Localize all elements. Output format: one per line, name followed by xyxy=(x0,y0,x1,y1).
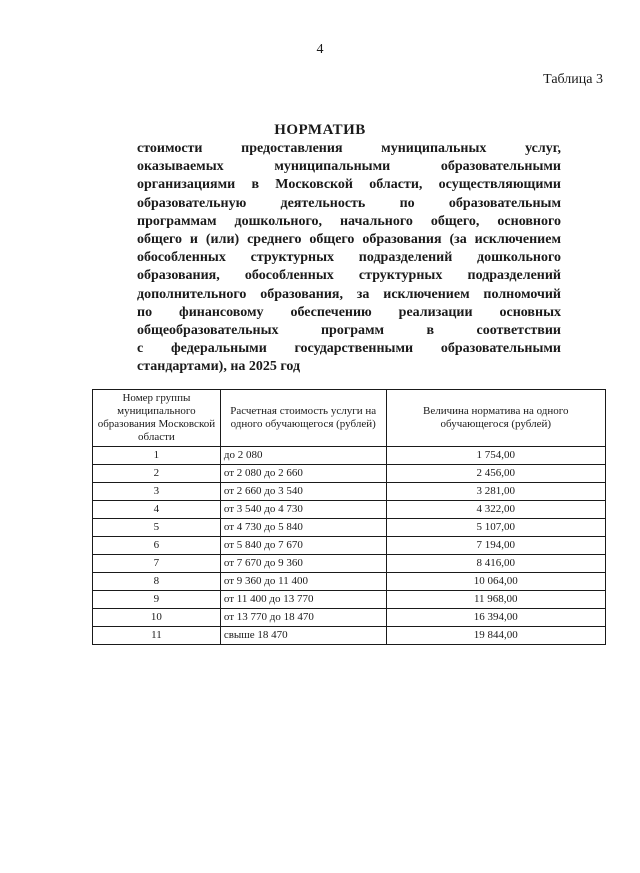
subtitle-line: стандартами), на 2025 год xyxy=(137,359,301,375)
table-row xyxy=(93,627,606,645)
table-row xyxy=(93,537,606,555)
cell-range: от 13 770 до 18 470 xyxy=(220,609,386,627)
cell-group: 3 xyxy=(93,483,221,501)
subtitle-line: образовательную деятельность по образовательным xyxy=(137,195,561,211)
subtitle-line: обособленных структурных подразделений дошкольного xyxy=(137,250,561,266)
cell-value: 16 394,00 xyxy=(386,609,605,627)
cell-group: 7 xyxy=(93,555,221,573)
cell-group: 9 xyxy=(93,591,221,609)
table-row xyxy=(93,465,606,483)
cell-group: 5 xyxy=(93,519,221,537)
header-group-number: Номер группы муниципального образования Московской области xyxy=(93,390,221,447)
table-row xyxy=(93,501,606,519)
cell-value: 11 968,00 xyxy=(386,591,605,609)
cell-value: 19 844,00 xyxy=(386,627,605,645)
page-number: 4 xyxy=(316,42,324,57)
cell-range: до 2 080 xyxy=(220,447,386,465)
subtitle-line: организациями в Московской области, осуществляющими xyxy=(137,177,561,193)
subtitle-line: программам дошкольного, начального общего, основного xyxy=(137,213,561,229)
subtitle-line: стоимости предоставления муниципальных услуг, xyxy=(137,141,561,156)
cell-value: 5 107,00 xyxy=(386,519,605,537)
subtitle-line: с федеральными государственными образовательными xyxy=(137,341,561,357)
cell-range: от 11 400 до 13 770 xyxy=(220,591,386,609)
header-norm-value: Величина норматива на одного обучающегося (рублей) xyxy=(386,390,605,447)
cell-group: 8 xyxy=(93,573,221,591)
header-calculated-cost: Расчетная стоимость услуги на одного обучающегося (рублей) xyxy=(220,390,386,447)
subtitle-line: оказываемых муниципальными образовательными xyxy=(137,159,561,175)
cell-value: 4 322,00 xyxy=(386,501,605,519)
table-header-row xyxy=(93,390,606,447)
subtitle-line: общего и (или) среднего общего образования (за исключением xyxy=(137,231,561,247)
subtitle-line: общеобразовательных программ в соответствии xyxy=(137,322,561,338)
cell-group: 11 xyxy=(93,627,221,645)
cell-range: свыше 18 470 xyxy=(220,627,386,645)
cell-range: от 4 730 до 5 840 xyxy=(220,519,386,537)
cell-group: 1 xyxy=(93,447,221,465)
subtitle-line: дополнительного образования, за исключением полномочий xyxy=(137,286,561,302)
cell-range: от 2 080 до 2 660 xyxy=(220,465,386,483)
document-title: НОРМАТИВ xyxy=(274,122,366,138)
table-label: Таблица 3 xyxy=(543,72,603,87)
subtitle-line: образования, обособленных структурных подразделений xyxy=(137,268,561,284)
table-row xyxy=(93,555,606,573)
cell-range: от 5 840 до 7 670 xyxy=(220,537,386,555)
cell-value: 3 281,00 xyxy=(386,483,605,501)
cell-range: от 2 660 до 3 540 xyxy=(220,483,386,501)
table-row xyxy=(93,519,606,537)
document-subtitle xyxy=(137,140,561,376)
table-row xyxy=(93,591,606,609)
cell-value: 8 416,00 xyxy=(386,555,605,573)
cell-group: 2 xyxy=(93,465,221,483)
cell-group: 4 xyxy=(93,501,221,519)
cell-group: 10 xyxy=(93,609,221,627)
table-row xyxy=(93,447,606,465)
cell-range: от 7 670 до 9 360 xyxy=(220,555,386,573)
cell-value: 2 456,00 xyxy=(386,465,605,483)
table-row xyxy=(93,483,606,501)
cell-group: 6 xyxy=(93,537,221,555)
cell-value: 1 754,00 xyxy=(386,447,605,465)
table-row xyxy=(93,573,606,591)
cell-range: от 3 540 до 4 730 xyxy=(220,501,386,519)
cell-value: 10 064,00 xyxy=(386,573,605,591)
cell-value: 7 194,00 xyxy=(386,537,605,555)
cell-range: от 9 360 до 11 400 xyxy=(220,573,386,591)
subtitle-line: по финансовому обеспечению реализации основных xyxy=(137,304,561,320)
table-row xyxy=(93,609,606,627)
norm-table xyxy=(92,389,606,645)
